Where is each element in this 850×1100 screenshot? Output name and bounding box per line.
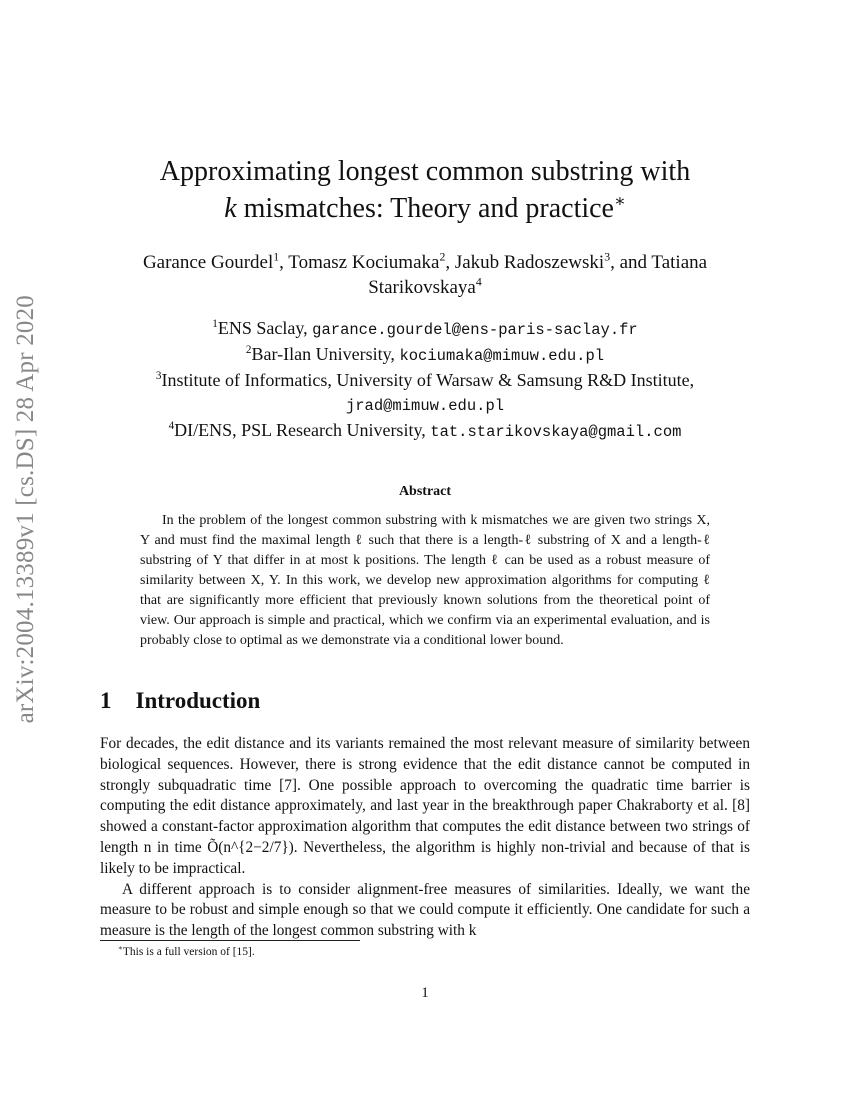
section-number: 1 [100, 688, 112, 713]
affiliation-email[interactable]: jrad@mimuw.edu.pl [345, 397, 505, 415]
author-name: Jakub Radoszewski [454, 252, 605, 273]
affiliation-org: DI/ENS, PSL Research University, [174, 420, 431, 440]
footnote-mark: ∗ [118, 944, 123, 953]
affiliation-email[interactable]: garance.gourdel@ens-paris-saclay.fr [312, 321, 638, 339]
body-paragraph: For decades, the edit distance and its variants remained the most relevant measure of similarity between biological sequences. However, there is strong evidence that the edit distance cannot be computed in strongly subquadratic time [7]. One possible approach to overcoming the quadratic time barrier is computing the edit distance approximately, and last year in the breakthrough paper Chakraborty et al. [8] showed a constant-factor approximation algorithm that computes the edit distance between two strings of length n in time Õ(n^{2−2/7}). Nevertheless, the algorithm is highly non-trivial and because of that is likely to be impractical. [100, 735, 750, 877]
footnote-text: This is a full version of [15]. [122, 946, 255, 958]
affiliation-line [90, 392, 760, 418]
abstract-text: In the problem of the longest common substring with k mismatches we are given two strings X, Y and must find the maximal length ℓ such that there is a length-ℓ substring of X and a length-ℓ substring of Y that differ in at most k positions. The length ℓ can be used as a robust measure of similarity between X, Y. In this work, we develop new approximation algorithms for computing ℓ that are significantly more efficient that previously known solutions from the theoretical point of view. Our approach is simple and practical, which we confirm via an experimental evaluation, and is probably close to optimal as we demonstrate via a conditional lower bound. [140, 513, 710, 648]
author-mark: 3 [604, 250, 611, 264]
affiliation-line [90, 418, 760, 444]
title-line-2 [100, 190, 750, 227]
affiliation-line [90, 342, 760, 368]
affiliation-email[interactable]: tat.starikovskaya@gmail.com [430, 423, 682, 441]
affiliation-mark: 2 [245, 344, 252, 356]
body-paragraph: A different approach is to consider alignment-free measures of similarities. Ideally, we want the measure to be robust and simple enough so that we could compute it efficiently. One candidate for such a measure is the length of the longest common substring with k [100, 880, 750, 940]
affiliation-list [90, 316, 760, 444]
author-mark: 2 [439, 250, 446, 264]
affiliation-org: Institute of Informatics, University of Warsaw & Samsung R&D Institute, [161, 370, 695, 390]
affiliation-line [90, 368, 760, 392]
footnote [118, 946, 255, 958]
author-list: Garance Gourdel$^1$, Tomasz Kociumaka$^2$, Jakub Radoszewski$^3$, and Tatiana Starikovskaya$^4$ [142, 250, 708, 298]
footnote-divider [100, 940, 360, 941]
title-footnote-mark: ∗ [613, 191, 626, 211]
title-line-2-text: mismatches: Theory and practice [236, 193, 614, 224]
arxiv-identifier-text: arXiv:2004.13389v1 [cs.DS] 28 Apr 2020 [12, 295, 39, 724]
page-number: 1 [421, 985, 429, 1001]
affiliation-org: ENS Saclay, [217, 318, 313, 338]
affiliation-email[interactable]: kociumaka@mimuw.edu.pl [399, 347, 605, 365]
author-name: Garance Gourdel [142, 252, 274, 273]
abstract-heading: Abstract [398, 484, 452, 499]
affiliation-org: Bar-Ilan University, [251, 344, 400, 364]
arxiv-identifier-stamp [12, 295, 48, 785]
affiliation-mark: 1 [212, 318, 218, 330]
title-line-1: Approximating longest common substring with [159, 156, 691, 187]
paper-title [100, 153, 750, 227]
author-mark: 4 [475, 275, 482, 289]
affiliation-mark: 3 [155, 370, 162, 382]
author-mark: 1 [273, 250, 280, 264]
section-title: Introduction [135, 688, 261, 713]
title-k-variable: k [224, 193, 237, 224]
author-name: Tatiana Starikovskaya [368, 252, 708, 298]
affiliation-line [90, 316, 760, 342]
author-name: Tomasz Kociumaka [288, 252, 440, 273]
affiliation-mark: 4 [168, 420, 175, 432]
introduction-body [100, 734, 750, 942]
section-heading [100, 688, 260, 714]
